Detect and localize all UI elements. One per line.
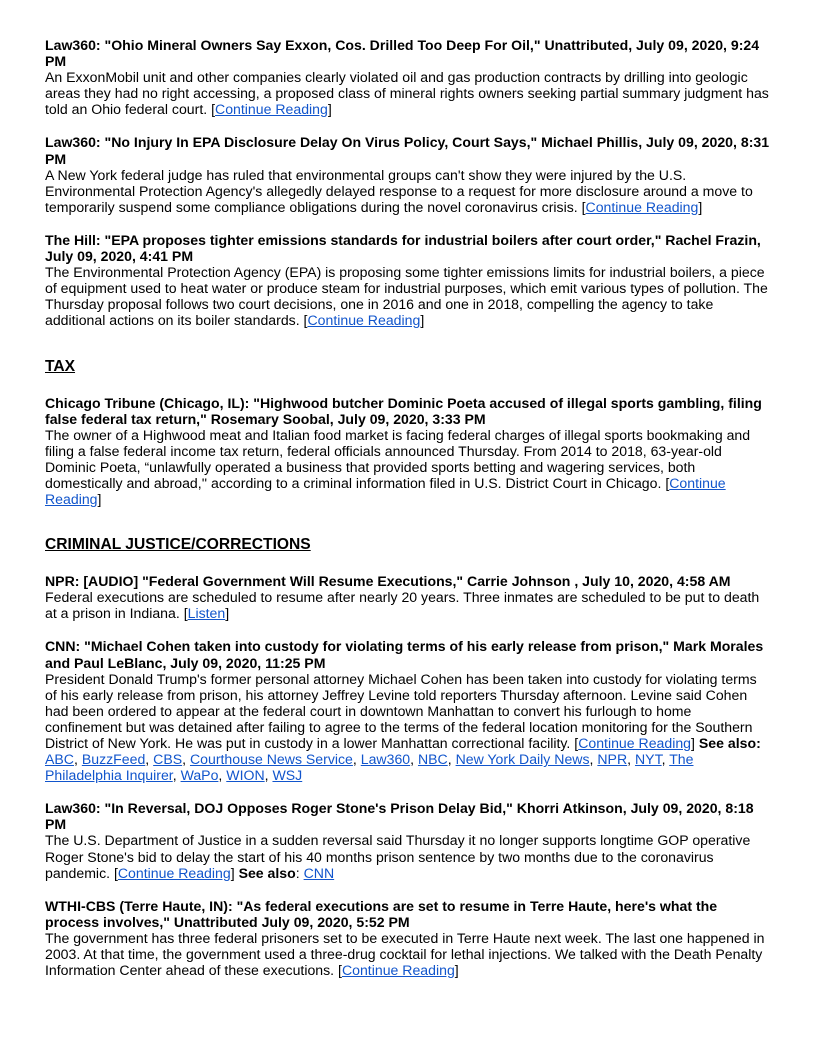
article-summary: The Environmental Protection Agency (EPA) is proposing some tighter emissions limits for industrial boilers, a piece of equipment used to heat water or produce steam for industrial purposes, which emit various types of pollution. The Thursday proposal follows two court decisions, one in 2016 and one in 2018, compelling the agency to take additional actions on its boiler standards. [Continue Reading] — [45, 264, 768, 329]
article-summary: Federal executions are scheduled to resume after nearly 20 years. Three inmates are scheduled to be put to death at a prison in Indiana. [Listen] — [45, 589, 760, 622]
continue-reading-link[interactable]: Continue Reading — [215, 101, 328, 118]
article-headline: Law360: "In Reversal, DOJ Opposes Roger Stone's Prison Delay Bid," Khorri Atkinson, July 09, 2020, 8:18 PM — [45, 800, 754, 833]
article — [45, 134, 770, 214]
article-headline: The Hill: "EPA proposes tighter emissions standards for industrial boilers after court order," Rachel Frazin, July 09, 2020, 4:41 PM — [45, 231, 761, 265]
section-title-tax: TAX — [45, 357, 76, 375]
summary-text: The U.S. Department of Justice in a sudden reversal said Thursday it no longer supports longtime GOP operative Roger Stone's bid to delay the start of his 40 months prison sentence by two months due to the coronavirus pandemic. — [45, 832, 751, 881]
see-also-link[interactable]: CNN — [303, 864, 335, 881]
summary-text: The owner of a Highwood meat and Italian food market is facing federal charges of illegal sports bookmaking and filing a false federal income tax return, federal officials announced Thursday. From 2014 to 2018, 63-year-old Dominic Poeta, “unlawfully operated a business that provided sports betting and wagering services, both domestically and abroad,'' according to a criminal information filed in U.S. District Court in Chicago. — [45, 426, 751, 491]
article — [45, 573, 770, 621]
see-also-link[interactable]: NPR — [597, 751, 628, 768]
section-title-criminal-justice: CRIMINAL JUSTICE/CORRECTIONS — [45, 536, 311, 554]
article-summary: The government has three federal prisoners set to be executed in Terre Haute next week. The last one happened in 2003. At that time, the government used a three-drug cocktail for lethal injections. We talked with the Death Penalty Information Center ahead of these executions. [Continue Reading] — [45, 929, 765, 979]
article-summary: The owner of a Highwood meat and Italian food market is facing federal charges of illegal sports bookmaking and filing a false federal income tax return, federal officials announced Thursday. From 2014 to 2018, 63-year-old Dominic Poeta, “unlawfully operated a business that provided sports betting and wagering services, both domestically and abroad,'' according to a criminal information filed in U.S. District Court in Chicago. [Continue Reading] — [45, 426, 751, 508]
continue-reading-link[interactable]: Continue Reading — [578, 735, 692, 751]
article — [45, 638, 770, 783]
article-summary: President Donald Trump's former personal attorney Michael Cohen has been taken into custody for violating terms of his early release from prison, his attorney Jeffrey Levine told reporters Thursday afternoon. Levine said Cohen had been ordered to appear at the federal court in downtown Manhattan to convert his furlough to home confinement but was detained after failing to agree to the terms of the federal location monitoring for the Southern District of New York. He was put in custody in a lower Manhattan correctional facility. [Continue Reading] See also: ABC, BuzzFeed, CBS, Courthouse News Service, Law360, NBC, New York Daily News, NPR, NYT, The Philadelphia Inquirer, WaPo, WION, WSJ — [45, 670, 761, 784]
see-also-label: See also — [238, 864, 296, 881]
summary-text: A New York federal judge has ruled that environmental groups can't show they were injured by the U.S. Environmental Protection Agency's allegedly delayed response to a request for more disclosure around a move to temporarily suspend some compliance obligations during the novel coronavirus crisis. — [45, 166, 753, 215]
article — [45, 898, 770, 978]
continue-reading-link[interactable]: Continue Reading — [117, 864, 231, 881]
continue-reading-link[interactable]: Continue Reading — [341, 962, 455, 979]
continue-reading-link[interactable]: Continue Reading — [307, 312, 421, 329]
article-headline: CNN: "Michael Cohen taken into custody for violating terms of his early release from prison," Mark Morales and Paul LeBlanc, July 09, 2020, 11:25 PM — [45, 638, 764, 671]
continue-reading-link[interactable]: Continue Reading — [585, 198, 699, 215]
article-headline: WTHI-CBS (Terre Haute, IN): "As federal executions are set to resume in Terre Haute, here's what the process involves," Unattributed July 09, 2020, 5:52 PM — [45, 897, 718, 930]
summary-text: The government has three federal prisoners set to be executed in Terre Haute next week. The last one happened in 2003. At that time, the government used a three-drug cocktail for lethal injections. We talked with the Death Penalty Information Center ahead of these executions. — [45, 929, 765, 979]
see-also-link[interactable]: Courthouse News Service — [189, 751, 353, 768]
summary-text: Federal executions are scheduled to resume after nearly 20 years. Three inmates are scheduled to be put to death at a prison in Indiana. — [45, 589, 760, 622]
article-summary: The U.S. Department of Justice in a sudden reversal said Thursday it no longer supports longtime GOP operative Roger Stone's bid to delay the start of his 40 months prison sentence by two months due to the coronavirus pandemic. [Continue Reading] See also: CNN — [45, 832, 751, 881]
see-also-link[interactable]: New York Daily News — [455, 751, 590, 768]
see-also-link[interactable]: NBC — [417, 751, 448, 768]
article — [45, 37, 770, 117]
see-also-label: See also: — [698, 735, 761, 751]
continue-reading-link[interactable]: Continue Reading — [45, 474, 726, 508]
see-also-link[interactable]: CBS — [153, 751, 183, 768]
article — [45, 232, 770, 329]
article-headline: Law360: "No Injury In EPA Disclosure Delay On Virus Policy, Court Says," Michael Phillis, July 09, 2020, 8:31 PM — [45, 134, 770, 167]
summary-text: An ExxonMobil unit and other companies clearly violated oil and gas production contracts by drilling into geologic areas they had no right accessing, a proposed class of mineral rights owners seeking partial summary judgment has told an Ohio federal court. — [45, 69, 769, 118]
article-headline: Law360: "Ohio Mineral Owners Say Exxon, Cos. Drilled Too Deep For Oil," Unattributed, July 09, 2020, 9:24 PM — [45, 37, 760, 70]
article — [45, 395, 770, 508]
summary-text: President Donald Trump's former personal attorney Michael Cohen has been taken into custody for violating terms of his early release from prison, his attorney Jeffrey Levine told reporters Thursday afternoon. Levine said Cohen had been ordered to appear at the federal court in downtown Manhattan to convert his furlough to home confinement but was detained after failing to agree to the terms of the federal location monitoring for the Southern District of New York. He was put in custody in a lower Manhattan correctional facility. — [45, 670, 757, 751]
see-also-link[interactable]: The Philadelphia Inquirer — [45, 751, 694, 784]
see-also-link[interactable]: WION — [226, 767, 265, 784]
see-also-link[interactable]: ABC — [45, 751, 74, 768]
see-also-link[interactable]: BuzzFeed — [81, 751, 146, 768]
article — [45, 800, 770, 880]
article-headline: Chicago Tribune (Chicago, IL): "Highwood butcher Dominic Poeta accused of illegal sports gambling, filing false federal tax return," Rosemary Soobal, July 09, 2020, 3:33 PM — [45, 394, 762, 427]
article-summary: An ExxonMobil unit and other companies clearly violated oil and gas production contracts by drilling into geologic areas they had no right accessing, a proposed class of mineral rights owners seeking partial summary judgment has told an Ohio federal court. [Continue Reading] — [45, 69, 769, 118]
article-summary: A New York federal judge has ruled that environmental groups can't show they were injured by the U.S. Environmental Protection Agency's allegedly delayed response to a request for more disclosure around a move to temporarily suspend some compliance obligations during the novel coronavirus crisis. [Continue Reading] — [45, 166, 753, 215]
listen-link[interactable]: Listen — [187, 605, 226, 622]
see-also-link[interactable]: NYT — [634, 751, 662, 768]
summary-text: The Environmental Protection Agency (EPA) is proposing some tighter emissions limits for industrial boilers, a piece of equipment used to heat water or produce steam for industrial purposes, which emit various types of pollution. The Thursday proposal follows two court decisions, one in 2016 and one in 2018, compelling the agency to take additional actions on its boiler standards. — [45, 264, 768, 329]
see-also-link[interactable]: WaPo — [180, 767, 219, 784]
see-also-link[interactable]: Law360 — [360, 751, 411, 768]
see-also-link[interactable]: WSJ — [272, 767, 303, 784]
article-headline: NPR: [AUDIO] "Federal Government Will Resume Executions," Carrie Johnson , July 10, 2020, 4:58 AM — [45, 573, 731, 590]
